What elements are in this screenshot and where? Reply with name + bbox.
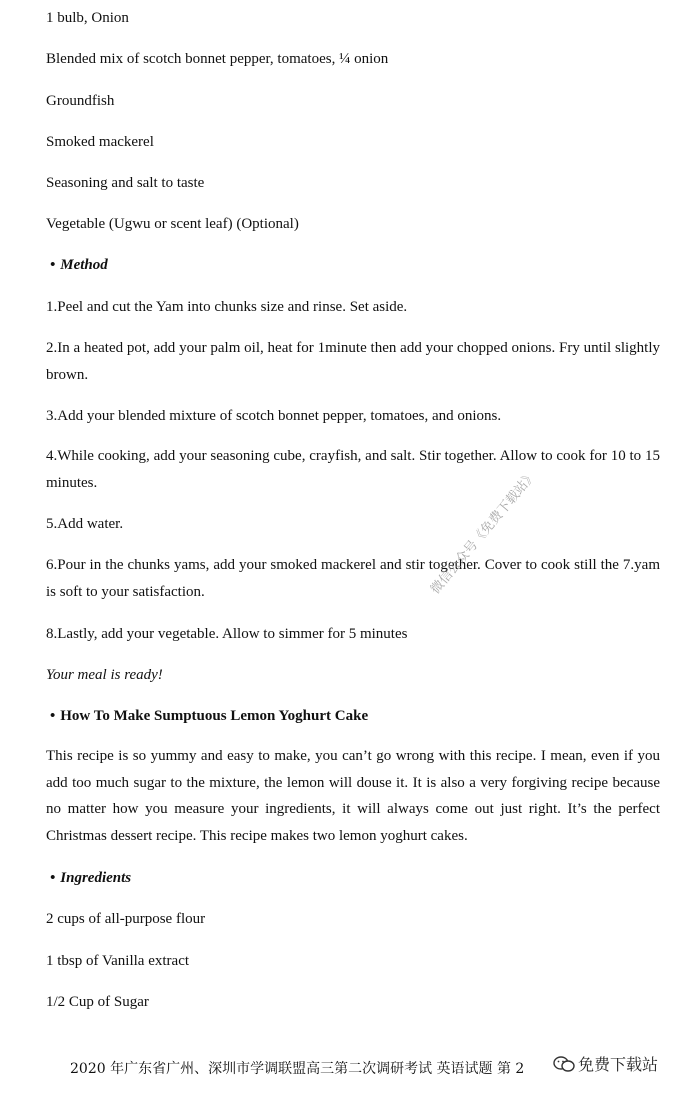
- cake-ingredient: 1/2 Cup of Sugar: [46, 994, 149, 1010]
- ingredient-line: Seasoning and salt to taste: [46, 175, 205, 191]
- bullet-icon: •: [50, 257, 56, 273]
- cake-section-title: [50, 707, 368, 725]
- meal-ready-note: Your meal is ready!: [46, 667, 163, 683]
- chat-bubble-icon: [553, 1055, 575, 1073]
- method-step: 2.In a heated pot, add your palm oil, heat for 1minute then add your chopped onions. Fry until slightly brown.: [46, 340, 660, 383]
- method-step: 5.Add water.: [46, 516, 124, 532]
- cake-ingredient: 2 cups of all-purpose flour: [46, 911, 206, 927]
- bullet-icon: •: [50, 870, 56, 886]
- method-heading-text: Method: [60, 257, 108, 273]
- ingredient-line: Smoked mackerel: [46, 134, 154, 150]
- cake-intro-paragraph: This recipe is so yummy and easy to make, you can’t go wrong with this recipe. I mean, even if you add too much sugar to the mixture, the lemon will douse it. It is also a very forgiving recipe because no matter how you measure your ingredients, it will always come out just right. It’s the perfect Christmas dessert recipe. This recipe makes two lemon yoghurt cakes.: [46, 748, 660, 844]
- method-step: 1.Peel and cut the Yam into chunks size and rinse. Set aside.: [46, 299, 408, 315]
- footer-logo-text: 免费下载站: [578, 1055, 659, 1074]
- ingredient-line: 1 bulb, Onion: [46, 10, 129, 26]
- ingredients-heading: [50, 869, 131, 887]
- footer-logo: [553, 1052, 658, 1075]
- method-step: 8.Lastly, add your vegetable. Allow to simmer for 5 minutes: [46, 626, 408, 642]
- method-step: 4.While cooking, add your seasoning cube, crayfish, and salt. Stir together. Allow to cook for 10 to 15 minutes.: [46, 448, 660, 491]
- cake-ingredient: 1 tbsp of Vanilla extract: [46, 953, 190, 969]
- method-heading: [50, 256, 108, 274]
- ingredient-line: Groundfish: [46, 93, 115, 109]
- method-step: 3.Add your blended mixture of scotch bonnet pepper, tomatoes, and onions.: [46, 408, 502, 424]
- ingredients-heading-text: Ingredients: [60, 870, 132, 886]
- cake-title-text: How To Make Sumptuous Lemon Yoghurt Cake: [60, 708, 369, 724]
- watermark-text: 微信公众号《免费下载站》: [428, 468, 540, 598]
- page-footer: 2020 年广东省广州、深圳市学调联盟高三第二次调研考试 英语试题 第 2: [70, 1061, 525, 1077]
- ingredient-line: Blended mix of scotch bonnet pepper, tomatoes, ¼ onion: [46, 51, 389, 67]
- bullet-icon: •: [50, 708, 56, 724]
- ingredient-line: Vegetable (Ugwu or scent leaf) (Optional): [46, 216, 299, 232]
- method-step: 6.Pour in the chunks yams, add your smoked mackerel and stir together. Cover to cook still the 7.yam is soft to your satisfaction.: [46, 557, 660, 600]
